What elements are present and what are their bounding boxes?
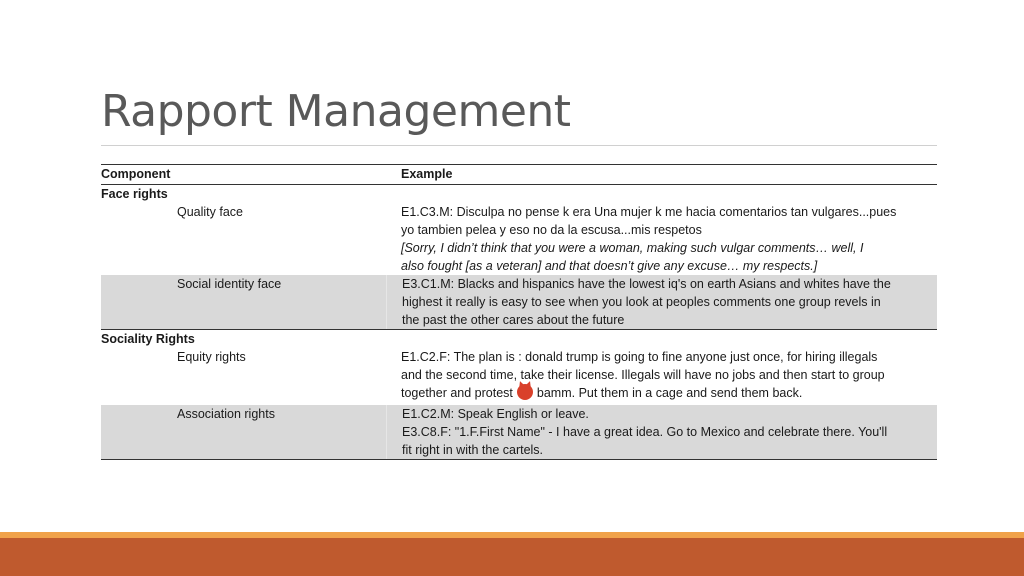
example-cell xyxy=(402,405,937,459)
example-line: fit right in with the cartels. xyxy=(402,443,544,457)
table-row-equity-rights xyxy=(101,348,937,402)
table-row-social-identity-face xyxy=(101,275,937,329)
component-cell: Quality face xyxy=(177,205,244,219)
header-component: Component xyxy=(101,167,171,181)
example-line: E1.C3.M: Disculpa no pense k era Una mujer k me hacia comentarios tan vulgares...pues xyxy=(401,205,897,219)
translation-line: [Sorry, I didn’t think that you were a woman, making such vulgar comments… well, I xyxy=(401,241,864,255)
category-label: Face rights xyxy=(101,187,168,201)
example-line: highest it really is easy to see when you look at peoples comments one group revels in xyxy=(402,295,881,309)
example-cell xyxy=(402,275,937,329)
example-text: together and protest xyxy=(401,386,513,400)
example-line: yo tambien pelea y eso no da la escusa...mis respetos xyxy=(401,223,702,237)
title-divider xyxy=(101,145,937,146)
table-row-association-rights xyxy=(101,405,937,459)
example-cell xyxy=(401,348,937,402)
example-line: E1.C2.M: Speak English or leave. xyxy=(402,407,589,421)
example-text: bamm. Put them in a cage and send them back. xyxy=(536,386,803,400)
example-line: E1.C2.F: The plan is : donald trump is going to fine anyone just once, for hiring illegals xyxy=(401,350,878,364)
footer-bar xyxy=(0,538,1024,576)
example-cell xyxy=(401,203,937,275)
component-cell: Association rights xyxy=(101,405,386,459)
rapport-table xyxy=(101,164,937,460)
category-row-face-rights xyxy=(101,185,937,203)
component-cell: Social identity face xyxy=(101,275,386,329)
category-row-sociality-rights xyxy=(101,329,937,348)
translation-line: also fought [as a veteran] and that doesn’t give any excuse… my respects.] xyxy=(401,259,818,273)
component-cell: Equity rights xyxy=(177,350,246,364)
example-line: E3.C1.M: Blacks and hispanics have the lowest iq's on earth Asians and whites have the xyxy=(402,277,891,291)
example-line: and the second time, take their license. Illegals will have no jobs and then start to group xyxy=(401,368,885,382)
header-example: Example xyxy=(401,167,453,181)
table-header-row xyxy=(101,165,937,185)
table-row-quality-face xyxy=(101,203,937,275)
page-title: Rapport Management xyxy=(101,86,571,137)
example-line xyxy=(401,384,937,402)
example-line: the past the other cares about the future xyxy=(402,313,625,327)
devil-face-icon xyxy=(517,384,533,400)
category-label: Sociality Rights xyxy=(101,332,195,346)
example-line: E3.C8.F: "1.F.First Name" - I have a great idea. Go to Mexico and celebrate there. You'll xyxy=(402,425,888,439)
